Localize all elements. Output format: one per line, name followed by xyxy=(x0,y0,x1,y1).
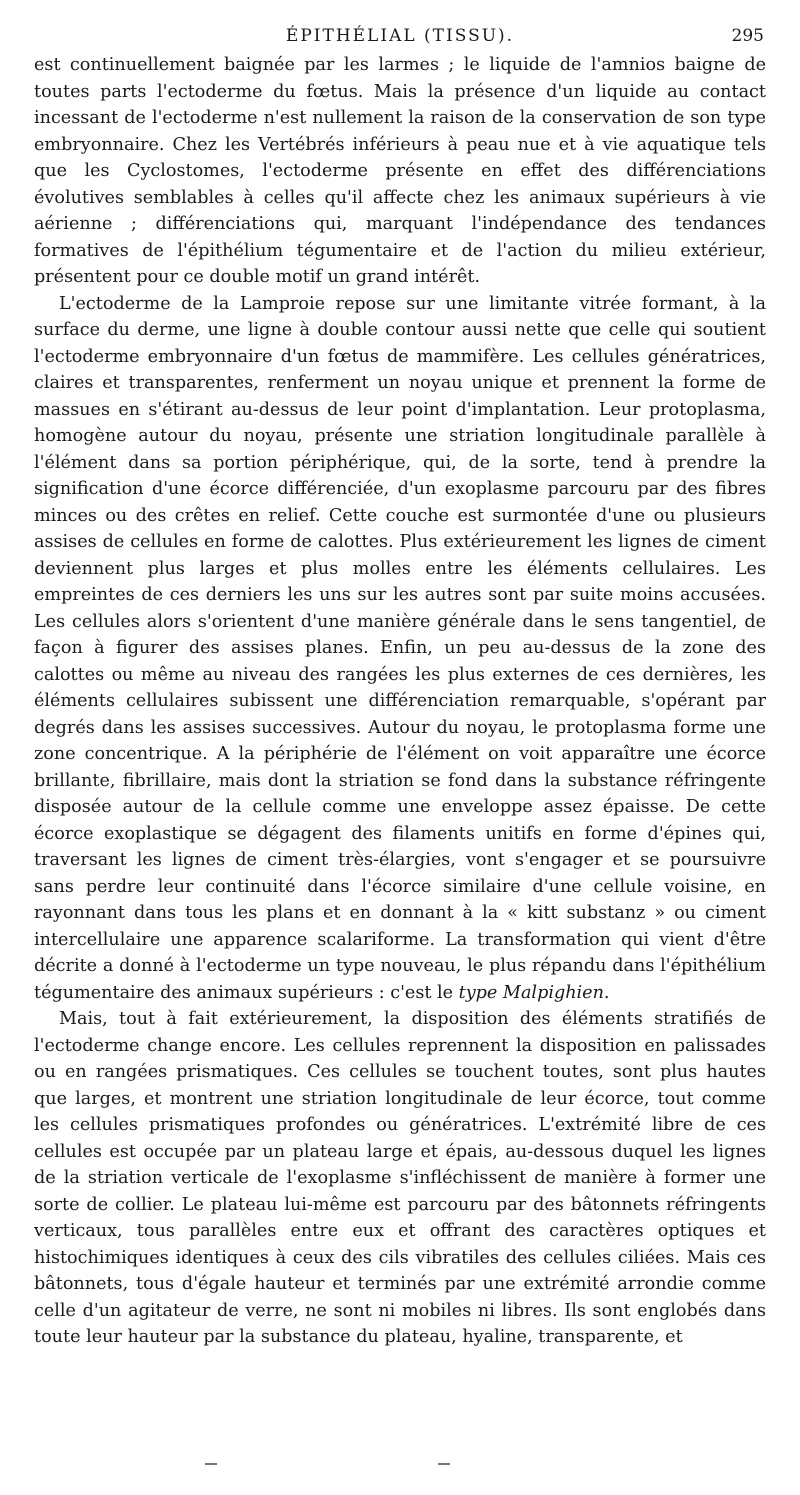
paragraph-2-text: L'ectoderme de la Lamproie repose sur une limitante vitrée formant, à la surface du derme, une ligne à double contour aussi nette que celle qui soutient l'ectoderme embryonnaire d'un fœtus de mammifère. Les cellules génératrices, claires et transparentes, renferment un noyau unique et prennent la forme de massues en s'étirant au-dessus de leur point d'implantation. Leur protoplasma, homogène autour du noyau, présente une striation longitudinale parallèle à l'élément dans sa portion périphérique, qui, de la sorte, tend à prendre la signification d'une écorce différenciée, d'un exoplasme parcouru par des fibres minces ou des crêtes en relief. Cette couche est surmontée d'une ou plusieurs assises de cellules en forme de calottes. Plus extérieurement les lignes de ciment deviennent plus larges et plus molles entre les éléments cellulaires. Les empreintes de ces derniers les uns sur les autres sont par suite moins accusées. Les cellules alors s'orientent d'une manière générale dans le sens tangentiel, de façon à figurer des assises planes. Enfin, un peu au-dessus de la zone des calottes ou même au niveau des rangées les plus externes de ces dernières, les éléments cellulaires subissent une différenciation remarquable, s'opérant par degrés dans les assises successives. Autour du noyau, le protoplasma forme une zone concentrique. A la périphérie de l'élément on voit apparaître une écorce brillante, fibrillaire, mais dont la striation se fond dans la substance réfringente disposée autour de la cellule comme une enveloppe assez épaisse. De cette écorce exoplastique se dégagent des filaments unitifs en forme d'épines qui, traversant les lignes de ciment très-élargies, vont s'engager et se poursuivre sans perdre leur continuité dans l'écorce similaire d'une cellule voisine, en rayonnant dans tous les plans et en donnant à la « kitt substanz » ou ciment intercellulaire une apparence scalariforme. La transformation qui vient d'être décrite a donné à l'ectoderme un type nouveau, le plus répandu dans l'épithélium tégumentaire des animaux supérieurs : c'est le xyxy=(34,293,766,1003)
paragraph-2-end: . xyxy=(603,982,610,1003)
running-header xyxy=(34,26,766,52)
footer-marks xyxy=(0,1463,800,1467)
footer-dash-right xyxy=(438,1463,450,1465)
book-page xyxy=(34,26,766,1351)
running-title: ÉPITHÉLIAL (TISSU). xyxy=(285,26,515,46)
paragraph-3: Mais, tout à fait extérieurement, la disposition des éléments stratifiés de l'ectoderme change encore. Les cellules reprennent la disposition en palissades ou en rangées prismatiques. Ces cellules se touchent toutes, sont plus hautes que larges, et montrent une striation longitudinale de leur écorce, tout comme les cellules prismatiques profondes ou génératrices. L'extrémité libre de ces cellules est occupée par un plateau large et épais, au-dessous duquel les lignes de la striation verticale de l'exoplasme s'infléchissent de manière à former une sorte de collier. Le plateau lui-même est parcouru par des bâtonnets réfringents verticaux, tous parallèles entre eux et offrant des caractères optiques et histochimiques identiques à ceux des cils vibratiles des cellules ciliées. Mais ces bâtonnets, tous d'égale hauteur et terminés par une extrémité arrondie comme celle d'un agitateur de verre, ne sont ni mobiles ni libres. Ils sont englobés dans toute leur hauteur par la substance du plateau, hyaline, transparente, et xyxy=(34,1009,766,1347)
footer-dash-left xyxy=(205,1463,217,1465)
page-number: 295 xyxy=(731,26,764,46)
body-text xyxy=(34,52,766,1351)
paragraph-2 xyxy=(34,291,766,1007)
italic-term: type Malpighien xyxy=(458,982,604,1003)
paragraph-1: est continuellement baignée par les larmes ; le liquide de l'amnios baigne de toutes parts l'ectoderme du fœtus. Mais la présence d'un liquide au contact incessant de l'ectoderme n'est nullement la raison de la conservation de son type embryonnaire. Chez les Vertébrés inférieurs à peau nue et à vie aquatique tels que les Cyclostomes, l'ectoderme présente en effet des différenciations évolutives semblables à celles qu'il affecte chez les animaux supérieurs à vie aérienne ; différenciations qui, marquant l'indépendance des tendances formatives de l'épithélium tégumentaire et de l'action du milieu extérieur, présentent pour ce double motif un grand intérêt. xyxy=(34,55,766,287)
